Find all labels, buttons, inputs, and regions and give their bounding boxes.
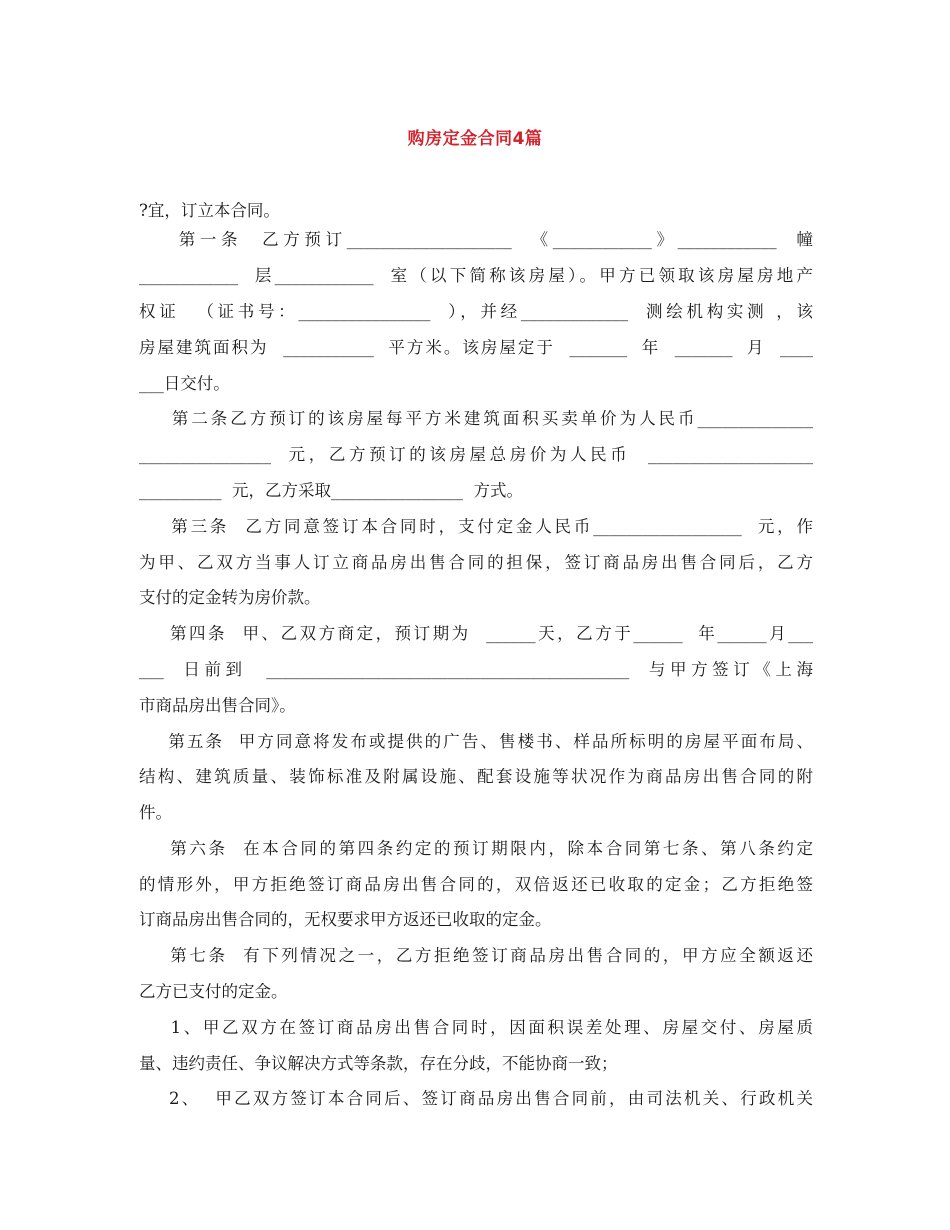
text-line: 第五条 甲方同意将发布或提供的广告、售楼书、样品所标明的房屋平面布局、 xyxy=(139,732,813,751)
text-line: 乙方已支付的定金。 xyxy=(139,982,288,1001)
text-line: 第六条 在本合同的第四条约定的预订期限内，除本合同第七条、第八条约定 xyxy=(139,839,813,858)
text-line: ___ 日前到 ____________________________________________ 与甲方签订《上海 xyxy=(139,660,813,679)
text-line: ____________ 层____________ 室（以下简称该房屋）。甲方已领取该房屋房地产 xyxy=(139,266,813,285)
text-line: 权证 （证书号：________________ ），并经_____________ 测绘机构实测 ，该 xyxy=(139,302,813,321)
text-line: 为甲、乙双方当事人订立商品房出售合同的担保，签订商品房出售合同后，乙方 xyxy=(139,553,813,572)
text-line: 第一条 乙方预订____________________ 《____________》____________ 幢 xyxy=(139,230,813,249)
document-title: 购房定金合同4篇 xyxy=(407,129,543,149)
text-line: __________ 元，乙方采取________________ 方式。 xyxy=(139,481,523,500)
text-line: 第三条 乙方同意签订本合同时，支付定金人民币__________________ 元，作 xyxy=(139,517,813,536)
text-line: 第二条乙方预订的该房屋每平方米建筑面积买卖单价为人民币______________ xyxy=(139,409,813,428)
text-line: 1、甲乙双方在签订商品房出售合同时，因面积误差处理、房屋交付、房屋质 xyxy=(139,1018,813,1037)
text-line: 量、违约责任、争议解决方式等条款，存在分歧，不能协商一致； xyxy=(139,1054,618,1073)
text-line: ________________ 元，乙方预订的该房屋总房价为人民币 ____________________ xyxy=(139,445,813,464)
text-line: 订商品房出售合同的，无权要求甲方返还已收取的定金。 xyxy=(139,910,552,929)
text-line: 2、 甲乙双方签订本合同后、签订商品房出售合同前，由司法机关、行政机关 xyxy=(139,1089,813,1108)
text-line: 市商品房出售合同》。 xyxy=(139,696,296,715)
text-line: 支付的定金转为房价款。 xyxy=(139,588,321,607)
text-line: 件。 xyxy=(139,803,172,822)
text-line: 房屋建筑面积为 ___________ 平方米。该房屋定于 _______ 年 _______ 月 ____ xyxy=(139,338,813,357)
text-line: ___日交付。 xyxy=(139,374,230,393)
text-line: ?宜，订立本合同。 xyxy=(139,201,280,220)
text-line: 结构、建筑质量、装饰标准及附属设施、配套设施等状况作为商品房出售合同的附 xyxy=(139,767,813,786)
text-line: 的情形外，甲方拒绝签订商品房出售合同的，双倍返还已收取的定金；乙方拒绝签 xyxy=(139,875,813,894)
text-line: 第四条 甲、乙双方商定，预订期为 ______天，乙方于______ 年______月___ xyxy=(139,624,813,643)
text-line: 第七条 有下列情况之一，乙方拒绝签订商品房出售合同的，甲方应全额返还 xyxy=(139,946,813,965)
